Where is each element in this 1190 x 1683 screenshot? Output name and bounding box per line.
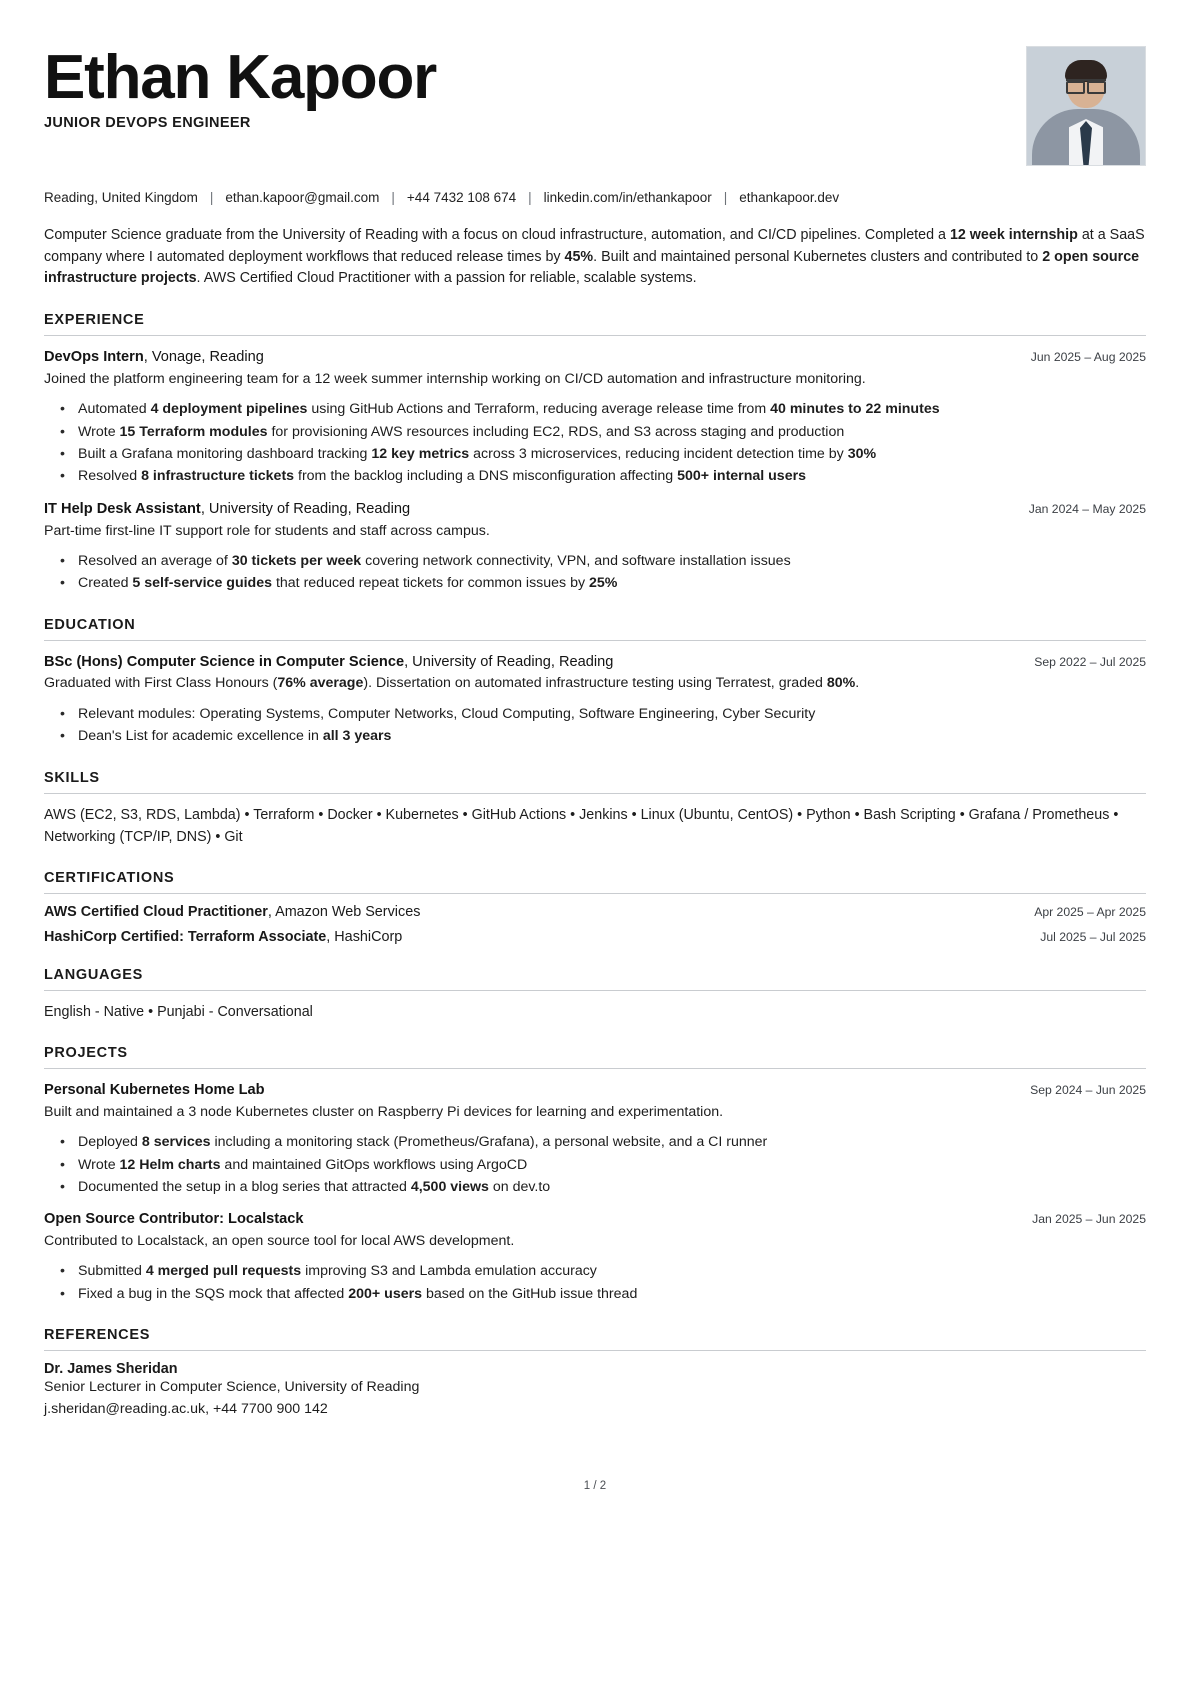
bullet-text: covering network connectivity, VPN, and software installation issues <box>361 552 791 569</box>
section-title-skills: SKILLS <box>44 770 1146 794</box>
bullet-text: Resolved an average of <box>78 552 232 569</box>
bullet-text: based on the GitHub issue thread <box>422 1285 638 1302</box>
education-entry <box>44 653 1146 748</box>
entry-title <box>44 500 410 520</box>
bullet-text: Submitted <box>78 1263 146 1280</box>
bullet-text: improving S3 and Lambda emulation accuracy <box>301 1263 597 1280</box>
certification-title: HashiCorp Certified: Terraform Associate <box>44 928 327 945</box>
entry-description <box>44 673 1146 694</box>
contact-bar <box>44 190 1146 205</box>
bullet-highlight: 25% <box>589 575 618 592</box>
list-item <box>76 550 1146 572</box>
section-languages <box>44 967 1146 1023</box>
reference-contact: j.sheridan@reading.ac.uk, +44 7700 900 142 <box>44 1400 328 1417</box>
bullet-highlight: all 3 years <box>322 728 392 745</box>
bullet-highlight: 30 tickets per week <box>231 552 362 569</box>
entry-bullets <box>44 398 1146 488</box>
section-title-projects: PROJECTS <box>44 1045 1146 1069</box>
entry-org: , University of Reading, Reading <box>404 653 614 670</box>
entry-header <box>44 653 1146 673</box>
contact-location: Reading, United Kingdom <box>44 190 198 205</box>
list-item <box>76 398 1146 420</box>
bullet-highlight: 8 services <box>141 1134 211 1151</box>
list-item <box>76 1154 1146 1176</box>
bullet-highlight: 5 self-service guides <box>132 575 273 592</box>
bullet-text: Deployed <box>78 1134 142 1151</box>
list-item <box>76 1283 1146 1305</box>
experience-entry <box>44 500 1146 595</box>
desc-highlight: 80% <box>826 675 856 692</box>
entry-date: Sep 2022 – Jul 2025 <box>1034 654 1146 669</box>
header-text-block <box>44 44 1026 131</box>
summary-highlight-3: 2 open source infrastructure projects <box>44 248 1140 287</box>
bullet-text: Resolved <box>78 468 142 485</box>
bullet-text: Dean's List for academic excellence in <box>78 728 323 745</box>
section-skills <box>44 770 1146 848</box>
skills-list: AWS (EC2, S3, RDS, Lambda) • Terraform • Docker • Kubernetes • GitHub Actions • Jenkins • Linux (Ubuntu, CentOS) • Python • Bash Scripting • Grafana / Prometheus • Networking (TCP/IP, DNS) • Git <box>44 806 1119 845</box>
list-item <box>76 703 1146 725</box>
bullet-text: including a monitoring stack (Prometheus/Grafana), a personal website, and a CI runner <box>210 1134 768 1151</box>
project-name: Open Source Contributor: Localstack <box>44 1211 304 1228</box>
section-title-experience: EXPERIENCE <box>44 312 1146 336</box>
summary-paragraph <box>44 225 1146 290</box>
list-item <box>76 1260 1146 1282</box>
bullet-text: on dev.to <box>488 1178 551 1195</box>
summary-highlight-1: 12 week internship <box>949 227 1078 243</box>
bullet-highlight: 12 key metrics <box>371 446 470 463</box>
project-name: Personal Kubernetes Home Lab <box>44 1082 265 1099</box>
bullet-highlight: 15 Terraform modules <box>119 423 268 440</box>
list-item <box>76 572 1146 594</box>
entry-date: Jan 2025 – Jun 2025 <box>1032 1212 1146 1227</box>
summary-text-4: . AWS Certified Cloud Practitioner with a passion for reliable, scalable systems. <box>196 270 697 287</box>
certification-row <box>44 904 1146 920</box>
summary-highlight-2: 45% <box>564 248 594 265</box>
section-references <box>44 1327 1146 1420</box>
summary-text-3: . Built and maintained personal Kubernetes clusters and contributed to <box>593 248 1043 265</box>
entry-header <box>44 1210 1146 1230</box>
entry-header <box>44 348 1146 368</box>
contact-separator: | <box>209 190 214 205</box>
bullet-highlight: 500+ internal users <box>677 468 807 485</box>
bullet-highlight: 12 Helm charts <box>119 1156 221 1173</box>
page-number: 1 / 2 <box>583 1479 607 1492</box>
languages-list: English - Native • Punjabi - Conversational <box>44 1003 313 1020</box>
bullet-highlight: 4 merged pull requests <box>145 1263 302 1280</box>
section-projects <box>44 1045 1146 1305</box>
contact-email[interactable]: ethan.kapoor@gmail.com <box>225 190 380 205</box>
section-title-certifications: CERTIFICATIONS <box>44 870 1146 894</box>
list-item <box>76 1176 1146 1198</box>
desc-text: Graduated with First Class Honours ( <box>44 675 278 692</box>
certification-date: Jul 2025 – Jul 2025 <box>1040 929 1146 944</box>
section-education <box>44 617 1146 748</box>
contact-phone[interactable]: +44 7432 108 674 <box>406 190 517 205</box>
section-title-references: REFERENCES <box>44 1327 1146 1351</box>
bullet-text: that reduced repeat tickets for common issues by <box>272 575 590 592</box>
list-item <box>76 421 1146 443</box>
list-item <box>76 443 1146 465</box>
certification-row <box>44 929 1146 945</box>
list-item <box>76 465 1146 487</box>
entry-bullets <box>44 1131 1146 1198</box>
bullet-highlight: 200+ users <box>348 1285 423 1302</box>
section-title-education: EDUCATION <box>44 617 1146 641</box>
bullet-text: Created <box>78 575 133 592</box>
entry-description: Built and maintained a 3 node Kubernetes cluster on Raspberry Pi devices for learning and experimentation. <box>44 1103 724 1120</box>
contact-separator: | <box>391 190 395 205</box>
entry-description: Part-time first-line IT support role for students and staff across campus. <box>44 522 490 539</box>
bullet-highlight: 30% <box>847 446 877 463</box>
bullet-highlight: 8 infrastructure tickets <box>141 468 295 485</box>
contact-separator: | <box>528 190 532 205</box>
bullet-text: for provisioning AWS resources including EC2, RDS, and S3 across staging and production <box>267 423 845 440</box>
bullet-highlight: 4 deployment pipelines <box>150 401 308 418</box>
bullet-text: from the backlog including a DNS misconfiguration affecting <box>294 468 678 485</box>
entry-description: Joined the platform engineering team for a 12 week summer internship working on CI/CD automation and infrastructure monitoring. <box>44 370 866 387</box>
entry-date: Jan 2024 – May 2025 <box>1028 501 1146 516</box>
certification-issuer: , Amazon Web Services <box>267 903 421 920</box>
reference-position: Senior Lecturer in Computer Science, University of Reading <box>44 1379 420 1396</box>
project-entry <box>44 1210 1146 1305</box>
list-item <box>76 725 1146 747</box>
bullet-text: Wrote <box>78 1156 120 1173</box>
contact-separator: | <box>723 190 728 205</box>
bullet-text: Wrote <box>78 423 120 440</box>
bullet-text: using GitHub Actions and Terraform, reducing average release time from <box>307 401 771 418</box>
project-entry <box>44 1081 1146 1198</box>
photo-glasses <box>1066 79 1106 88</box>
avatar <box>1026 46 1146 166</box>
entry-description: Contributed to Localstack, an open source tool for local AWS development. <box>44 1233 515 1250</box>
entry-date: Sep 2024 – Jun 2025 <box>1030 1083 1146 1098</box>
certification-issuer: , HashiCorp <box>326 928 403 945</box>
entry-title <box>44 1210 303 1230</box>
entry-role: DevOps Intern <box>44 349 144 366</box>
job-title: JUNIOR DEVOPS ENGINEER <box>44 115 251 132</box>
entry-bullets <box>44 1260 1146 1305</box>
entry-title <box>44 1081 265 1101</box>
contact-linkedin[interactable]: linkedin.com/in/ethankapoor <box>543 190 712 205</box>
entry-role: IT Help Desk Assistant <box>44 500 201 517</box>
bullet-text: Relevant modules: Operating Systems, Computer Networks, Cloud Computing, Software Engineering, Cyber Security <box>78 705 816 722</box>
desc-text: . <box>855 675 860 692</box>
entry-bullets <box>44 703 1146 748</box>
entry-title <box>44 348 264 368</box>
entry-bullets <box>44 550 1146 595</box>
section-title-languages: LANGUAGES <box>44 967 1146 991</box>
bullet-text: Built a Grafana monitoring dashboard tracking <box>78 446 372 463</box>
entry-header <box>44 500 1146 520</box>
certification-name <box>44 929 402 945</box>
entry-header <box>44 1081 1146 1101</box>
experience-entry <box>44 348 1146 488</box>
list-item <box>76 1131 1146 1153</box>
bullet-highlight: 4,500 views <box>410 1178 489 1195</box>
section-certifications <box>44 870 1146 945</box>
entry-date: Jun 2025 – Aug 2025 <box>1030 350 1146 365</box>
bullet-text: and maintained GitOps workflows using ArgoCD <box>220 1156 528 1173</box>
summary-text-1: Computer Science graduate from the University of Reading with a focus on cloud infrastructure, automation, and CI/CD pipelines. Completed a <box>44 227 950 243</box>
bullet-text: Documented the setup in a blog series that attracted <box>78 1178 411 1195</box>
entry-org: , University of Reading, Reading <box>200 500 411 517</box>
reference-name: Dr. James Sheridan <box>44 1361 178 1378</box>
bullet-highlight: 40 minutes to 22 minutes <box>770 401 940 418</box>
desc-highlight: 76% average <box>277 675 364 692</box>
bullet-text: across 3 microservices, reducing incident detection time by <box>469 446 848 463</box>
section-experience <box>44 312 1146 595</box>
entry-title <box>44 653 613 673</box>
summary-text-2: at a SaaS company where I automated deployment workflows that reduced release times by <box>44 227 1145 265</box>
bullet-text: Automated <box>78 401 151 418</box>
page-title: Ethan Kapoor <box>44 43 437 112</box>
certification-date: Apr 2025 – Apr 2025 <box>1034 904 1146 919</box>
certification-title: AWS Certified Cloud Practitioner <box>44 903 268 920</box>
certification-name <box>44 904 420 920</box>
desc-text: ). Dissertation on automated infrastructure testing using Terratest, graded <box>363 675 827 692</box>
entry-org: , Vonage, Reading <box>143 349 264 366</box>
resume-header <box>44 44 1146 166</box>
bullet-text: Fixed a bug in the SQS mock that affected <box>78 1285 349 1302</box>
entry-degree: BSc (Hons) Computer Science in Computer Science <box>44 653 405 670</box>
contact-website[interactable]: ethankapoor.dev <box>739 190 840 205</box>
